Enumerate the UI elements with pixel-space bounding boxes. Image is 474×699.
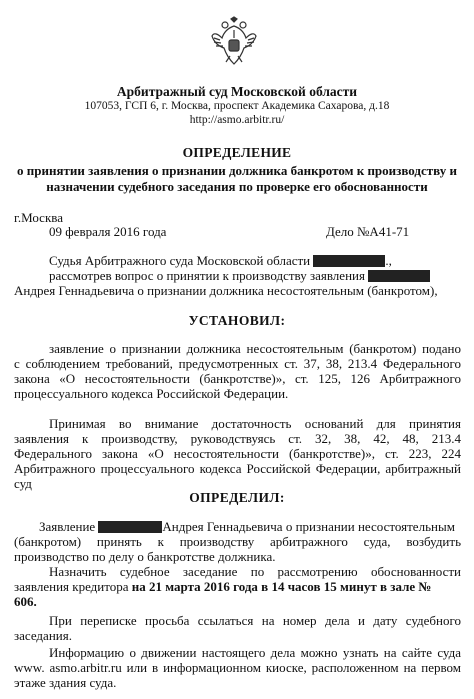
ruled-para-2-line-1: Назначить судебное заседание по рассмотрению обоснованности	[49, 564, 461, 579]
established-para-1-line-2: с соблюдением требований, предусмотренных ст. 37, 38, 213.4 Федерального	[14, 356, 461, 371]
established-para-1-line-3: закона «О несостоятельности (банкротстве)», ст. 125, 126 Арбитражного	[14, 371, 461, 386]
ruled-para-1-line-3: производство по делу о банкротстве должника.	[14, 549, 276, 564]
coat-of-arms-emblem	[210, 16, 258, 68]
established-para-1-line-1: заявление о признании должника несостоятельным (банкротом) подано	[49, 341, 461, 356]
redacted-applicant-surname-2	[98, 521, 162, 533]
intro-judge-text: Судья Арбитражного суда Московской области	[49, 253, 311, 268]
intro-judge-end: .,	[385, 253, 392, 268]
document-date: 09 февраля 2016 года	[49, 224, 167, 239]
established-para-2-line-3: Федерального закона «О несостоятельности (банкротстве)», ст. 223, 224	[14, 446, 461, 461]
court-website[interactable]: http://asmo.arbitr.ru/	[189, 114, 285, 126]
ruled-para-4-line-3: этаже здания суда.	[14, 675, 117, 690]
section-heading-ruled: ОПРЕДЕЛИЛ:	[189, 490, 285, 505]
city: г.Москва	[14, 210, 63, 225]
established-para-2-line-2: заявления к производству, руководствуясь ст. 32, 38, 42, 48, 213.4	[14, 431, 461, 446]
case-number: Дело №А41-71	[326, 224, 410, 239]
ruled-para-3-line-1: При переписке просьба ссылаться на номер дела и дату судебного	[49, 613, 461, 628]
intro-line-1	[49, 253, 392, 269]
intro-line-2	[49, 268, 430, 284]
court-name: Арбитражный суд Московской области	[116, 84, 358, 99]
ruled-statement-word: Заявление	[39, 519, 96, 534]
ruled-para-2-line-2	[14, 579, 431, 595]
hearing-date-time: на 21 марта 2016 года в 14 часов 15 минут в зале №	[131, 579, 432, 594]
hearing-room: 606.	[14, 594, 37, 609]
redacted-applicant-surname	[368, 270, 430, 282]
established-para-2-line-1: Принимая во внимание достаточность оснований для принятия	[49, 416, 461, 431]
established-para-2-line-4: Арбитражного процессуального кодекса Российской Федерации, арбитражный	[14, 461, 461, 476]
ruled-para-1-line-2: (банкротом) принять к производству арбитражного суда, возбудить	[14, 534, 461, 549]
ruled-creditor-text: заявления кредитора	[14, 579, 129, 594]
ruled-para-3-line-2: заседания.	[14, 628, 72, 643]
section-heading-established: УСТАНОВИЛ:	[188, 313, 286, 328]
document-subtitle-line-1: о принятии заявления о признании должника банкротом к производству и	[17, 163, 457, 178]
established-para-2-line-5: суд	[14, 476, 32, 491]
ruled-para-1-line-1	[39, 519, 455, 535]
intro-line-2-text: рассмотрев вопрос о принятии к производству заявления	[49, 268, 365, 283]
court-address: 107053, ГСП 6, г. Москва, проспект Академика Сахарова, д.18	[84, 100, 390, 112]
intro-line-3: Андрея Геннадьевича о признании должника несостоятельным (банкротом),	[14, 283, 438, 298]
redacted-judge-name	[313, 255, 385, 267]
ruled-para-4-line-2: www. asmo.arbitr.ru или в информационном киоске, расположенном на первом	[14, 660, 461, 675]
document-title: ОПРЕДЕЛЕНИЕ	[182, 145, 292, 160]
ruled-applicant-text: Андрея Геннадьевича о признании несостоятельным	[162, 519, 455, 534]
established-para-1-line-4: процессуального кодекса Российской Федерации.	[14, 386, 289, 401]
ruled-para-4-line-1: Информацию о движении настоящего дела можно узнать на сайте суда	[49, 645, 461, 660]
document-subtitle-line-2: назначении судебного заседания по проверке его обоснованности	[46, 179, 428, 194]
